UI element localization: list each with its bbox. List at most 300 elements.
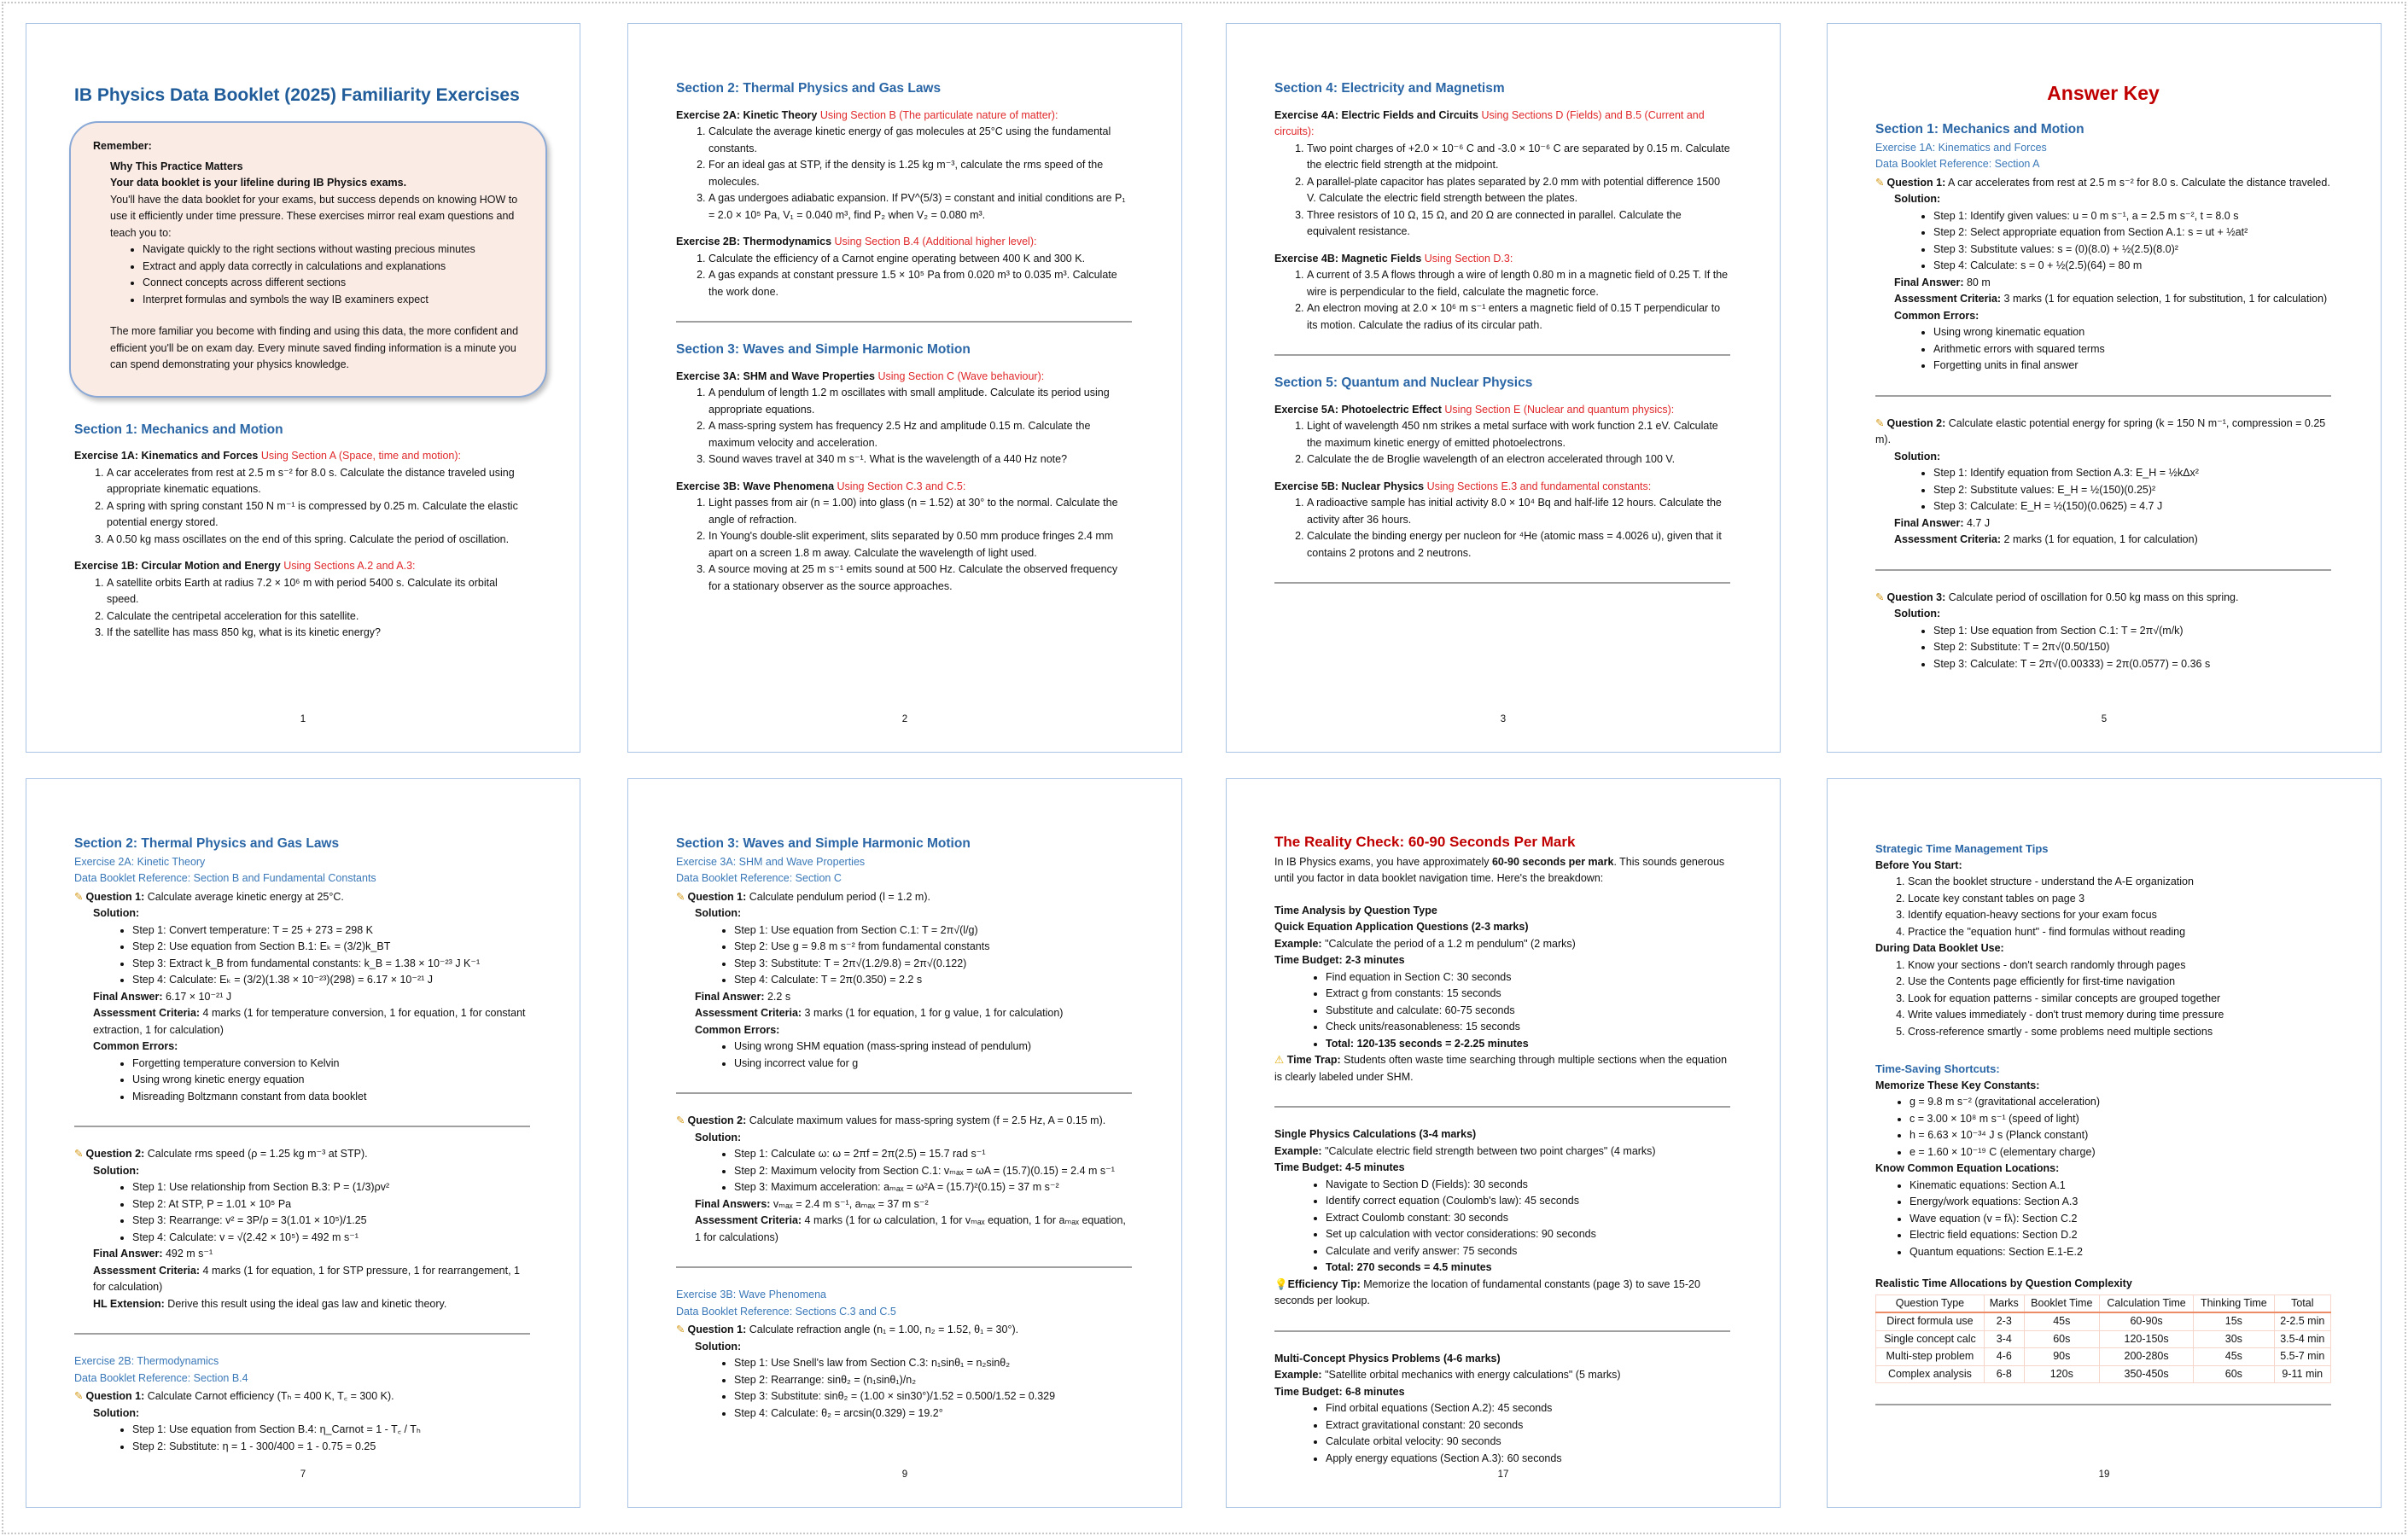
exercise-header [676,108,1132,125]
answer-value: 2.2 s [764,990,791,1003]
bold-heading: Time Analysis by Question Type [1274,904,1437,916]
spacer [1274,887,1730,903]
bullet-list [676,1146,1132,1196]
list-item: 1. A car accelerates from rest at 2.5 m s⁻² for 8.0 s. Calculate the distance traveled using appropriate kinematic equations. [107,465,530,498]
exercise-header [1274,108,1730,141]
section-reference: Using Section B (The particulate nature of matter): [819,108,1058,121]
list-item: • Kinematic equations: Section A.1 [1909,1178,2331,1195]
list-item: 2. Calculate the binding energy per nucleon for ⁴He (atomic mass = 4.0026 u), given that it contains 2 protons and 2 neutrons. [1307,528,1730,561]
divider [1875,569,2331,571]
exercise-reference: Exercise 1A: Kinematics and Forces [1875,141,2047,154]
table-cell: 90s [2024,1348,2099,1366]
list-item [1326,1036,1730,1053]
note-text: Memorize the location of fundamental constants (page 3) to save 15-20 seconds per lookup. [1274,1277,1700,1306]
list-item: 2. Calculate the centripetal acceleration for this satellite. [107,608,530,625]
answer-value: 4 marks (1 for ω calculation, 1 for vₘₐₓ equation, 1 for aₘₐₓ equation, 1 for calculations) [695,1214,1126,1243]
callout-heading: Why This Practice Matters [110,160,243,172]
list-item: • Using wrong kinetic energy equation [132,1072,530,1089]
answer-value: 80 m [1963,276,1991,288]
paragraph [1274,1143,1730,1161]
list-item: 1. Scan the booklet structure - understand the A-E organization [1908,874,2331,891]
list-block [1274,969,1730,1053]
list-item: • Energy/work equations: Section A.3 [1909,1194,2331,1211]
question [1875,175,2331,192]
list-block [676,1355,1132,1422]
page-number: 3 [1500,713,1507,724]
answer-value: vₘₐₓ = 2.4 m s⁻¹, aₘₐₓ = 37 m s⁻² [770,1197,929,1210]
table-row [1876,1348,2331,1366]
bullet-list [74,1056,530,1106]
question-text: Calculate pendulum period (l = 1.2 m). [746,890,930,903]
answer-key-title: Answer Key [2047,82,2160,104]
pencil-icon: ✎ [1875,416,1885,429]
list-item: • Step 1: Convert temperature: T = 25 + 273 = 298 K [132,922,530,940]
list-item: • Step 2: Substitute values: E_H = ½(150)(0.25)² [1933,482,2331,499]
page-content [74,84,530,642]
solution-label: Solution: [93,1164,140,1177]
bold-heading: During Data Booklet Use: [1875,942,2004,954]
list-item: • Step 4: Calculate: v = √(2.42 × 10⁵) = 492 m s⁻¹ [132,1230,530,1247]
column-header: Total [2274,1295,2330,1312]
section-reference: Using Section D.3: [1424,252,1513,265]
answer-label: Final Answer: [1894,516,1964,529]
list-item: • Forgetting units in final answer [1933,358,2331,375]
list-item: 3. Identify equation-heavy sections for your exam focus [1908,907,2331,924]
list-item: • Step 3: Maximum acceleration: aₘₐₓ = ω²A = (15.7)²(0.15) = 37 m s⁻² [734,1179,1132,1196]
section-heading: Section 3: Waves and Simple Harmonic Motion [676,836,971,851]
answer-label: Assessment Criteria: [1894,533,2002,545]
list-block [1274,418,1730,468]
bold-heading: Realistic Time Allocations by Question Complexity [1875,1277,2132,1289]
list-item: • Calculate and verify answer: 75 seconds [1326,1243,1730,1260]
exercise-title: Exercise 4A: Electric Fields and Circuits [1274,108,1478,121]
answer-label: Assessment Criteria: [695,1007,802,1019]
text-run: "Satellite orbital mechanics with energy calculations" (5 marks) [1321,1369,1621,1381]
exercise-reference: Exercise 3B: Wave Phenomena [676,1289,827,1300]
answer-label: HL Extension: [93,1297,165,1310]
exercise-title: Exercise 1B: Circular Motion and Energy [74,560,281,572]
page-content [1274,80,1730,584]
bullet-list [1875,623,2331,673]
pencil-icon: ✎ [676,890,685,903]
question [74,1388,530,1405]
answer-line [1875,275,2331,292]
text-run: Example: [1274,937,1322,950]
subsection-heading: Strategic Time Management Tips [1875,842,2049,855]
bold-heading: Know Common Equation Locations: [1875,1162,2060,1174]
list-item: • Step 4: Calculate: T = 2π(0.350) = 2.2 s [734,972,1132,989]
numbered-list [676,385,1132,468]
list-item [1326,1260,1730,1277]
question-text: Calculate refraction angle (n₁ = 1.00, n₂ = 1.52, θ₁ = 30°). [746,1324,1019,1335]
solution-label: Solution: [1894,193,1941,205]
exercise-title: Exercise 4B: Magnetic Fields [1274,252,1422,265]
list-item: • Step 2: Substitute: T = 2π√(0.50/150) [1933,639,2331,656]
column-header: Marks [1984,1295,2024,1312]
table-cell: 60s [2024,1330,2099,1348]
page-content [1875,80,2331,672]
list-item: • Step 4: Calculate: Eₖ = (3/2)(1.38 × 10⁻²³)(298) = 6.17 × 10⁻²¹ J [132,972,530,989]
section-reference: Using Sections E.3 and fundamental constants: [1426,480,1652,492]
solution-label: Common Errors: [93,1040,178,1052]
answer-line [1875,291,2331,308]
text-run: 60-90 seconds per mark [1491,855,1614,868]
list-item: • Using wrong kinematic equation [1933,324,2331,341]
table-cell: 120-150s [2099,1330,2193,1348]
divider [1875,1404,2331,1405]
solution-label: Common Errors: [1894,309,1979,322]
list-block [1875,324,2331,375]
list-item: 4. Write values immediately - don't trust memory during time pressure [1908,1007,2331,1024]
list-item-bold: Total: 270 seconds = 4.5 minutes [1326,1261,1492,1273]
table-cell: Direct formula use [1876,1312,1985,1330]
pencil-icon: ✎ [74,1390,84,1402]
list-item: • Step 2: At STP, P = 1.01 × 10⁵ Pa [132,1196,530,1213]
solution-label: Solution: [93,1406,140,1419]
list-item: • Apply energy equations (Section A.3): 60 seconds [1326,1451,1730,1468]
section-heading: Section 2: Thermal Physics and Gas Laws [74,836,340,851]
bold-heading: Before You Start: [1875,858,1962,871]
list-item: • Extract Coulomb constant: 30 seconds [1326,1210,1730,1227]
bullet-list [1875,1178,2331,1261]
document-title: IB Physics Data Booklet (2025) Familiarity Exercises [74,85,520,105]
list-item: 4. Practice the "equation hunt" - find formulas without reading [1908,924,2331,941]
list-item: • Step 2: Maximum velocity from Section C.1: vₘₐₓ = ωA = (15.7)(0.15) = 2.4 m s⁻¹ [734,1163,1132,1180]
section-heading: Section 1: Mechanics and Motion [74,422,283,437]
table-cell: 9-11 min [2274,1365,2330,1383]
list-item: • Forgetting temperature conversion to Kelvin [132,1056,530,1073]
question-label: Question 1: [1886,176,1946,189]
answer-value: 3 marks (1 for equation, 1 for g value, 1 for calculation) [802,1007,1064,1019]
paragraph [1274,1367,1730,1384]
pencil-icon: ✎ [1875,591,1885,603]
list-item: • Step 4: Calculate: s = 0 + ½(2.5)(64) = 80 m [1933,258,2331,275]
exercise-header [1274,251,1730,268]
question-label: Question 1: [85,1390,145,1402]
pencil-icon: ✎ [74,890,84,903]
numbered-list [676,124,1132,224]
list-item: • Using wrong SHM equation (mass-spring instead of pendulum) [734,1039,1132,1056]
list-item: 3. If the satellite has mass 850 kg, what is its kinetic energy? [107,625,530,642]
answer-line [74,1263,530,1296]
exercise-header [676,234,1132,251]
reality-check-heading: The Reality Check: 60-90 Seconds Per Mark [1274,834,1576,850]
document-page [1226,23,1781,753]
answer-value: 2 marks (1 for equation, 1 for calculation) [2001,533,2198,545]
solution-label: Solution: [1894,450,1941,463]
list-item: 1. Light of wavelength 450 nm strikes a metal surface with work function 2.1 eV. Calculate the maximum kinetic energy of emitted photoelectrons. [1307,418,1730,451]
list-item: 3. A source moving at 25 m s⁻¹ emits sound at 500 Hz. Calculate the observed frequency for a stationary observer as the source approaches. [708,561,1132,595]
answer-label: Assessment Criteria: [93,1264,201,1277]
numbered-list [676,251,1132,301]
list-block [74,922,530,989]
list-item: 5. Cross-reference smartly - some problems need multiple sections [1908,1024,2331,1041]
divider [676,1092,1132,1094]
answer-label: Final Answer: [93,990,163,1003]
page-content [676,80,1132,595]
column-header: Booklet Time [2024,1295,2099,1312]
note-label: Time Trap: [1286,1054,1341,1066]
exercise-header [1274,402,1730,419]
time-allocation-table [1875,1295,2331,1384]
bullet-list [1875,324,2331,375]
divider [74,1333,530,1335]
table-cell: 2-3 [1984,1312,2024,1330]
table-cell: 60-90s [2099,1312,2193,1330]
numbered-list [1274,418,1730,468]
table-cell: Single concept calc [1876,1330,1985,1348]
solution-label: Solution: [1894,608,1941,620]
exercise-title: Exercise 3B: Wave Phenomena [676,480,835,492]
bullet-list [1875,208,2331,275]
list-item: • Step 3: Calculate: T = 2π√(0.00333) = 2π(0.0577) = 0.36 s [1933,656,2331,673]
list-block [1274,267,1730,334]
table-cell: 15s [2194,1312,2274,1330]
numbered-list [1875,874,2331,940]
callout-list [110,241,520,308]
pencil-icon: ✎ [676,1324,685,1335]
section-reference: Using Section E (Nuclear and quantum physics): [1444,403,1675,416]
solution-label: Solution: [695,907,742,919]
list-item: 1. A satellite orbits Earth at radius 7.2 × 10⁶ m with period 5400 s. Calculate its orbital speed. [107,575,530,608]
exercise-reference: Exercise 2B: Thermodynamics [74,1355,219,1367]
table-cell: 4-6 [1984,1348,2024,1366]
exercise-title: Exercise 2B: Thermodynamics [676,236,832,247]
bold-heading: Time Budget: 6-8 minutes [1274,1385,1405,1398]
list-block [1875,957,2331,1041]
question [74,1146,530,1163]
list-block [1875,1178,2331,1261]
list-item: • Electric field equations: Section D.2 [1909,1227,2331,1244]
question-label: Question 1: [687,890,747,903]
subsection-heading: Time-Saving Shortcuts: [1875,1062,2000,1075]
list-item: 1. Light passes from air (n = 1.00) into glass (n = 1.52) at 30° to the normal. Calculate the angle of refraction. [708,495,1132,528]
list-item: • Step 2: Select appropriate equation from Section A.1: s = ut + ½at² [1933,224,2331,241]
answer-line [74,1005,530,1039]
document-page [627,778,1182,1508]
divider [1274,354,1730,356]
time-trap-note [1274,1052,1730,1085]
list-block [1274,141,1730,241]
list-block [74,1056,530,1106]
bold-heading: Time Budget: 2-3 minutes [1274,954,1405,966]
efficiency-tip [1274,1277,1730,1310]
list-item: • Find orbital equations (Section A.2): 45 seconds [1326,1400,1730,1417]
page-number: 17 [1497,1469,1509,1480]
answer-value: 492 m s⁻¹ [162,1248,213,1260]
section-reference: Using Section B.4 (Additional higher level): [834,236,1037,247]
page-content [1274,834,1730,1467]
answer-line [676,1213,1132,1246]
exercise-title: Exercise 3A: SHM and Wave Properties [676,369,875,382]
list-item: 1. Know your sections - don't search randomly through pages [1908,957,2331,975]
exercise-title: Exercise 2A: Kinetic Theory [676,108,818,121]
answer-label: Assessment Criteria: [695,1214,802,1226]
table-cell: 2-2.5 min [2274,1312,2330,1330]
list-item: 2. Calculate the de Broglie wavelength of an electron accelerated through 100 V. [1307,451,1730,468]
table-cell: 200-280s [2099,1348,2193,1366]
table-cell: 30s [2194,1330,2274,1348]
pencil-icon: ✎ [74,1148,84,1160]
callout-list-item: • Navigate quickly to the right sections without wasting precious minutes [143,241,520,259]
list-block [74,465,530,549]
table-header-row [1876,1295,2331,1312]
bullet-list [74,1422,530,1455]
list-item: • h = 6.63 × 10⁻³⁴ J s (Planck constant) [1909,1127,2331,1144]
bold-heading: Time Budget: 4-5 minutes [1274,1161,1405,1173]
list-item: 1. Calculate the efficiency of a Carnot engine operating between 400 K and 300 K. [708,251,1132,268]
list-item: • Misreading Boltzmann constant from data booklet [132,1089,530,1106]
list-item: 2. A spring with spring constant 150 N m⁻¹ is compressed by 0.25 m. Calculate the elastic potential energy stored. [107,498,530,532]
list-item: • Step 1: Use equation from Section B.4: η_Carnot = 1 - T꜀ / Tₕ [132,1422,530,1439]
pencil-icon: ✎ [676,1114,685,1126]
divider [1875,395,2331,397]
list-block [676,251,1132,301]
list-item: • Set up calculation with vector considerations: 90 seconds [1326,1226,1730,1243]
list-item: • Step 2: Rearrange: sinθ₂ = (n₁sinθ₁)/n₂ [734,1372,1132,1389]
list-item: 1. A current of 3.5 A flows through a wire of length 0.80 m in a magnetic field of 0.25 T. If the wire is perpendicular to the field, calculate the magnetic force. [1307,267,1730,300]
page-number: 7 [300,1469,306,1480]
list-item: 3. Three resistors of 10 Ω, 15 Ω, and 20 Ω are connected in parallel. Calculate the equivalent resistance. [1307,207,1730,241]
table-cell: Complex analysis [1876,1365,1985,1383]
text-run: Example: [1274,1144,1322,1157]
list-item: 2. Locate key constant tables on page 3 [1908,891,2331,908]
list-item: • Calculate orbital velocity: 90 seconds [1326,1434,1730,1451]
exercise-reference: Data Booklet Reference: Section B.4 [74,1371,248,1384]
page-number: 5 [2101,713,2108,724]
list-item: 1. A radioactive sample has initial activity 8.0 × 10⁴ Bq and half-life 12 hours. Calculate the activity after 36 hours. [1307,495,1730,528]
numbered-list [676,495,1132,595]
bullet-list [676,1039,1132,1072]
table-row [1876,1312,2331,1330]
exercise-header [1274,479,1730,496]
list-item: 2. A gas expands at constant pressure 1.5 × 10⁵ Pa from 0.020 m³ to 0.035 m³. Calculate the work done. [708,267,1132,300]
paragraph [1274,936,1730,953]
column-header: Calculation Time [2099,1295,2193,1312]
list-item: 3. A 0.50 kg mass oscillates on the end of this spring. Calculate the period of oscillation. [107,532,530,549]
question [1875,590,2331,607]
page-number: 2 [901,713,908,724]
list-item: 2. Use the Contents page efficiently for first-time navigation [1908,974,2331,991]
question-label: Question 2: [85,1148,145,1160]
document-page [1226,778,1781,1508]
list-block [1875,1094,2331,1161]
divider [676,321,1132,323]
table-cell: 3-4 [1984,1330,2024,1348]
list-block [1875,208,2331,275]
document-page [1827,778,2382,1508]
callout-body [93,159,520,374]
divider [1274,1106,1730,1108]
list-item: • Step 3: Substitute values: s = (0)(8.0) + ½(2.5)(8.0)² [1933,241,2331,259]
answer-label: Final Answer: [93,1248,163,1260]
table-cell: 3.5-4 min [2274,1330,2330,1348]
exercise-title: Exercise 5B: Nuclear Physics [1274,480,1425,492]
answer-line [676,1196,1132,1213]
list-block [1274,495,1730,561]
list-item: 3. Look for equation patterns - similar concepts are grouped together [1908,991,2331,1008]
list-item: • Extract gravitational constant: 20 seconds [1326,1417,1730,1434]
list-item: 3. A gas undergoes adiabatic expansion. If PV^(5/3) = constant and initial conditions are P₁ = 2.0 × 10⁵ Pa, V₁ = 0.040 m³, find P₂ when V₂ = 0.080 m³. [708,190,1132,224]
list-item: • c = 3.00 × 10⁸ m s⁻¹ (speed of light) [1909,1111,2331,1128]
numbered-list [1274,495,1730,561]
note-text: Students often waste time searching through multiple sections when the equation is clearly labeled under SHM. [1274,1054,1728,1083]
list-item: • Step 3: Calculate: E_H = ½(150)(0.0625) = 4.7 J [1933,498,2331,515]
list-item: 1. Calculate the average kinetic energy of gas molecules at 25°C using the fundamental constants. [708,124,1132,157]
solution-label: Solution: [695,1131,742,1143]
exercise-reference: Data Booklet Reference: Section A [1875,158,2040,170]
section-reference: Using Section A (Space, time and motion): [260,450,462,462]
bullet-list [676,1355,1132,1422]
document-page [26,23,580,753]
list-block [676,495,1132,595]
bold-heading: Single Physics Calculations (3-4 marks) [1274,1128,1477,1140]
page-number: 1 [300,713,306,724]
list-item: • g = 9.8 m s⁻² (gravitational acceleration) [1909,1094,2331,1111]
list-item: • Check units/reasonableness: 15 seconds [1326,1019,1730,1036]
text-run: . This sounds generous until you factor in data booklet navigation time. Here's the breakdown: [1274,855,1725,884]
spacer [110,308,520,323]
table-row [1876,1330,2331,1348]
list-item: • Step 1: Calculate ω: ω = 2πf = 2π(2.5) = 15.7 rad s⁻¹ [734,1146,1132,1163]
list-item-bold: Total: 120-135 seconds = 2-2.25 minutes [1326,1037,1529,1050]
section-reference: Using Section C.3 and C.5: [837,480,966,492]
answer-value: 4 marks (1 for temperature conversion, 1 for equation, 1 for constant extraction, 1 for calculation) [93,1007,526,1036]
list-block [1274,1400,1730,1467]
answer-value: 4 marks (1 for equation, 1 for STP pressure, 1 for rearrangement, 1 for calculation) [93,1264,521,1293]
list-item: 3. Sound waves travel at 340 m s⁻¹. What is the wavelength of a 440 Hz note? [708,451,1132,468]
list-item: • Quantum equations: Section E.1-E.2 [1909,1244,2331,1261]
pencil-icon: ✎ [1875,176,1885,189]
document-page [627,23,1182,753]
warning-icon: ⚠ [1274,1054,1287,1066]
list-item: • Step 4: Calculate: θ₂ = arcsin(0.329) = 19.2° [734,1405,1132,1423]
list-item: • Using incorrect value for g [734,1056,1132,1073]
question-label: Question 2: [687,1114,747,1126]
question [1875,416,2331,449]
exercise-reference: Data Booklet Reference: Section C [676,872,842,884]
list-item: 2. For an ideal gas at STP, if the density is 1.25 kg m⁻³, calculate the rms speed of the molecules. [708,157,1132,190]
question-label: Question 1: [85,890,145,903]
table-cell: 350-450s [2099,1365,2193,1383]
list-item: • Step 3: Substitute: T = 2π√(1.2/9.8) = 2π√(0.122) [734,956,1132,973]
callout-list-item: • Extract and apply data correctly in calculations and explanations [143,259,520,276]
section-heading: Section 1: Mechanics and Motion [1875,122,2084,137]
list-item: 2. A mass-spring system has frequency 2.5 Hz and amplitude 0.15 m. Calculate the maximum velocity and acceleration. [708,418,1132,451]
spacer [1875,1260,2331,1276]
bullet-list [1274,969,1730,1053]
page-content [676,835,1132,1422]
page-number: 19 [2098,1469,2110,1480]
answer-value: 4.7 J [1963,516,1991,529]
question-label: Question 2: [1886,416,1946,429]
list-item: • Step 1: Identify equation from Section A.3: E_H = ½kΔx² [1933,465,2331,482]
solution-label: Solution: [695,1340,742,1353]
section-reference: Using Section C (Wave behaviour): [877,369,1045,382]
bullet-list [1875,465,2331,515]
list-item: • Step 2: Substitute: η = 1 - 300/400 = 1 - 0.75 = 0.25 [132,1439,530,1456]
list-block [676,1146,1132,1196]
answer-line [1875,532,2331,549]
answer-line [676,989,1132,1006]
exercise-header [676,369,1132,386]
table-cell: Multi-step problem [1876,1348,1985,1366]
table-cell: 45s [2024,1312,2099,1330]
exercise-header [676,479,1132,496]
question-text: Calculate Carnot efficiency (Tₕ = 400 K, T꜀ = 300 K). [144,1390,394,1402]
exercise-reference: Data Booklet Reference: Section B and Fundamental Constants [74,872,376,884]
list-item: • Step 3: Extract k_B from fundamental constants: k_B = 1.38 × 10⁻²³ J K⁻¹ [132,956,530,973]
